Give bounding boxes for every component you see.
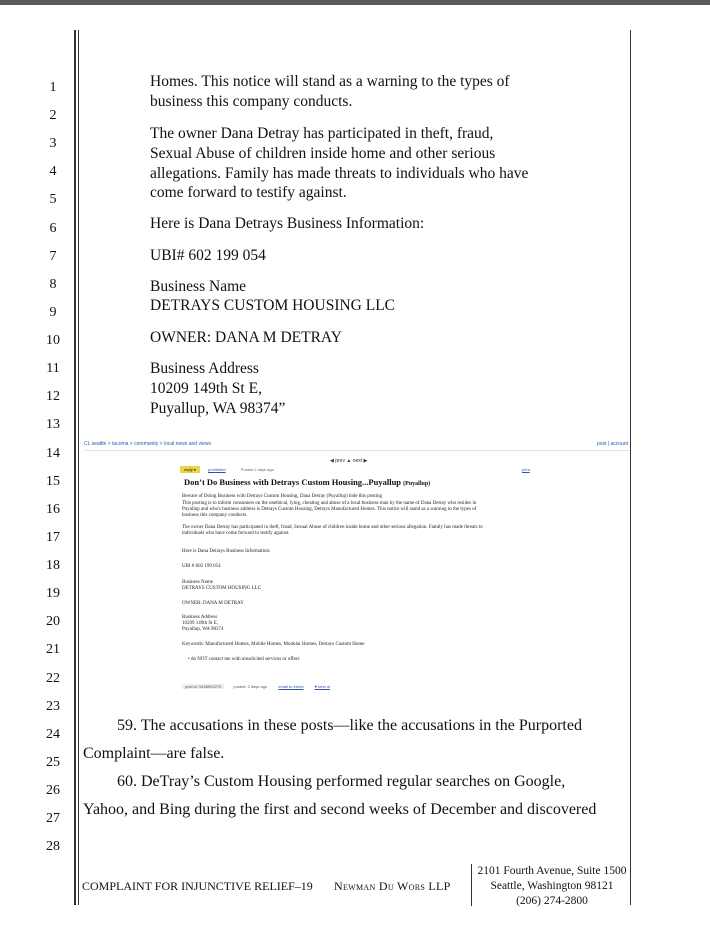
line-number: 16 [46,502,60,517]
left-margin-rule [74,30,76,905]
quote-line: The owner Dana Detray has participated in theft, fraud, [150,125,494,142]
line-number: 21 [46,642,60,657]
line-number: 23 [46,699,60,714]
line-number: 3 [49,136,57,151]
footer-caption: COMPLAINT FOR INJUNCTIVE RELIEF–19 [82,879,313,893]
quote-line: come forward to testify against. [150,184,347,201]
line-number: 14 [46,446,60,461]
business-address-label: Business Address [150,360,259,377]
footer-address-line: 2101 Fourth Avenue, Suite 1500 [477,865,627,877]
business-address-line: 10209 149th St E, [150,380,262,397]
footer-firm-name: Newman Du Wors LLP [334,879,451,893]
screenshot-title-text: Don’t Do Business with Detrays Custom Housing...Puyallup [184,477,402,487]
owner-name: OWNER: DANA M DETRAY [150,329,342,346]
line-number: 7 [49,249,57,264]
ubi-number: UBI# 602 199 054 [150,247,266,264]
footer-phone: (206) 274-2800 [516,895,588,907]
screenshot-footer [182,684,330,689]
line-number: 9 [49,305,57,320]
screenshot-text: Puyallup, WA 98374 [182,627,224,632]
screenshot-footer-posted: posted: 2 days ago [233,684,268,689]
business-address-line: Puyallup, WA 98374” [150,400,286,417]
screenshot-text: • do NOT contact me with unsolicited services or offers [188,657,300,662]
screenshot-topbar [84,438,630,451]
screenshot-meta [208,467,274,472]
left-margin-rule-inner [78,30,79,905]
top-border [0,0,710,5]
screenshot-prohibited-link: prohibited [208,467,226,472]
footer-address [474,864,630,909]
screenshot-title [184,477,430,487]
screenshot-text: This posting is to inform consumers on the unethical, lying, cheating and abuse of a local business man by the name of Dana Detray who resides in [182,501,477,506]
paragraph-59-line: 59. The accusations in these posts—like the accusations in the Purported [117,717,582,734]
line-number: 12 [46,389,60,404]
posting-screenshot [84,438,630,698]
screenshot-reply-button: reply ▾ [180,466,200,473]
paragraph-60-line: 60. DeTray’s Custom Housing performed regular searches on Google, [117,773,566,790]
quote-line: Homes. This notice will stand as a warning to the types of [150,73,510,90]
screenshot-account-links: post | account [596,441,628,447]
line-number: 26 [46,783,60,798]
quote-line: Here is Dana Detrays Business Information: [150,215,425,232]
screenshot-text: OWNER: DANA M DETRAY [182,601,244,606]
paragraph-60-line: Yahoo, and Bing during the first and second weeks of December and discovered [83,801,597,818]
screenshot-text: individuals who have come forward to testify against. [182,531,290,536]
quote-line: business this company conducts. [150,93,353,110]
screenshot-text: 10209 149th St E, [182,621,219,626]
line-number: 19 [46,586,60,601]
screenshot-text: Beware of Doing Business with Detrays Custom Housing, Dana Detray (Puyallup) hide this posting [182,494,382,499]
screenshot-title-location: (Puyallup) [403,481,431,487]
line-number: 15 [46,474,60,489]
line-number: 28 [46,839,60,854]
quote-line: Sexual Abuse of children inside home and other serious [150,145,496,162]
screenshot-text: The owner Dana Detray has participated in theft, fraud, Sexual Abuse of children inside home and other serious allegation. Family has made threats to [182,525,483,530]
line-number: 5 [49,192,57,207]
line-number: 27 [46,811,60,826]
business-name: DETRAYS CUSTOM HOUSING LLC [150,297,396,314]
line-number: 1 [49,80,57,95]
line-number: 20 [46,614,60,629]
screenshot-posted: Posted 2 days ago [240,467,274,472]
line-number: 18 [46,558,60,573]
line-number: 13 [46,417,60,432]
screenshot-nav: ◀ prev ▲ next ▶ [330,458,368,464]
screenshot-post-id: post id: 9438902270 [182,684,224,689]
line-number: 11 [46,361,60,376]
right-margin-rule [630,30,631,905]
business-name-label: Business Name [150,278,247,295]
line-number: 4 [49,164,57,179]
line-number: 25 [46,755,60,770]
line-number: 22 [46,671,60,686]
screenshot-best-of-link: ♥ best of [314,684,331,689]
footer-divider [471,864,472,906]
screenshot-text: DETRAYS CUSTOM HOUSING LLC [182,586,262,591]
screenshot-text: Business Name [182,580,213,585]
line-number: 24 [46,727,60,742]
line-number: 8 [49,277,57,292]
screenshot-text: Keywords: Manufactured Homes, Mobile Homes, Modular Homes, Detrays Custom Home [182,642,365,647]
line-number: 10 [46,333,60,348]
screenshot-breadcrumb: CL seattle > tacoma > community > local news and views [84,441,211,447]
screenshot-text: UBI # 602 199 054 [182,564,221,569]
screenshot-text: Business Address [182,615,218,620]
screenshot-print-link: print [522,467,530,472]
quote-line: allegations. Family has made threats to individuals who have [150,165,529,182]
screenshot-email-link: email to friend [278,684,304,689]
line-number: 17 [46,530,60,545]
footer-address-line: Seattle, Washington 98121 [490,880,614,892]
screenshot-text: Puyallup and who's business address is Detrays Custom Housing, Detrays Manufactured Homes. This notice will stand as a warning to the types of [182,507,477,512]
screenshot-text: Here is Dana Detrays Business Information: [182,549,271,554]
paragraph-59-line: Complaint—are false. [83,745,225,762]
line-number: 2 [49,108,57,123]
screenshot-text: business this company conducts. [182,513,248,518]
line-number: 6 [49,221,57,236]
